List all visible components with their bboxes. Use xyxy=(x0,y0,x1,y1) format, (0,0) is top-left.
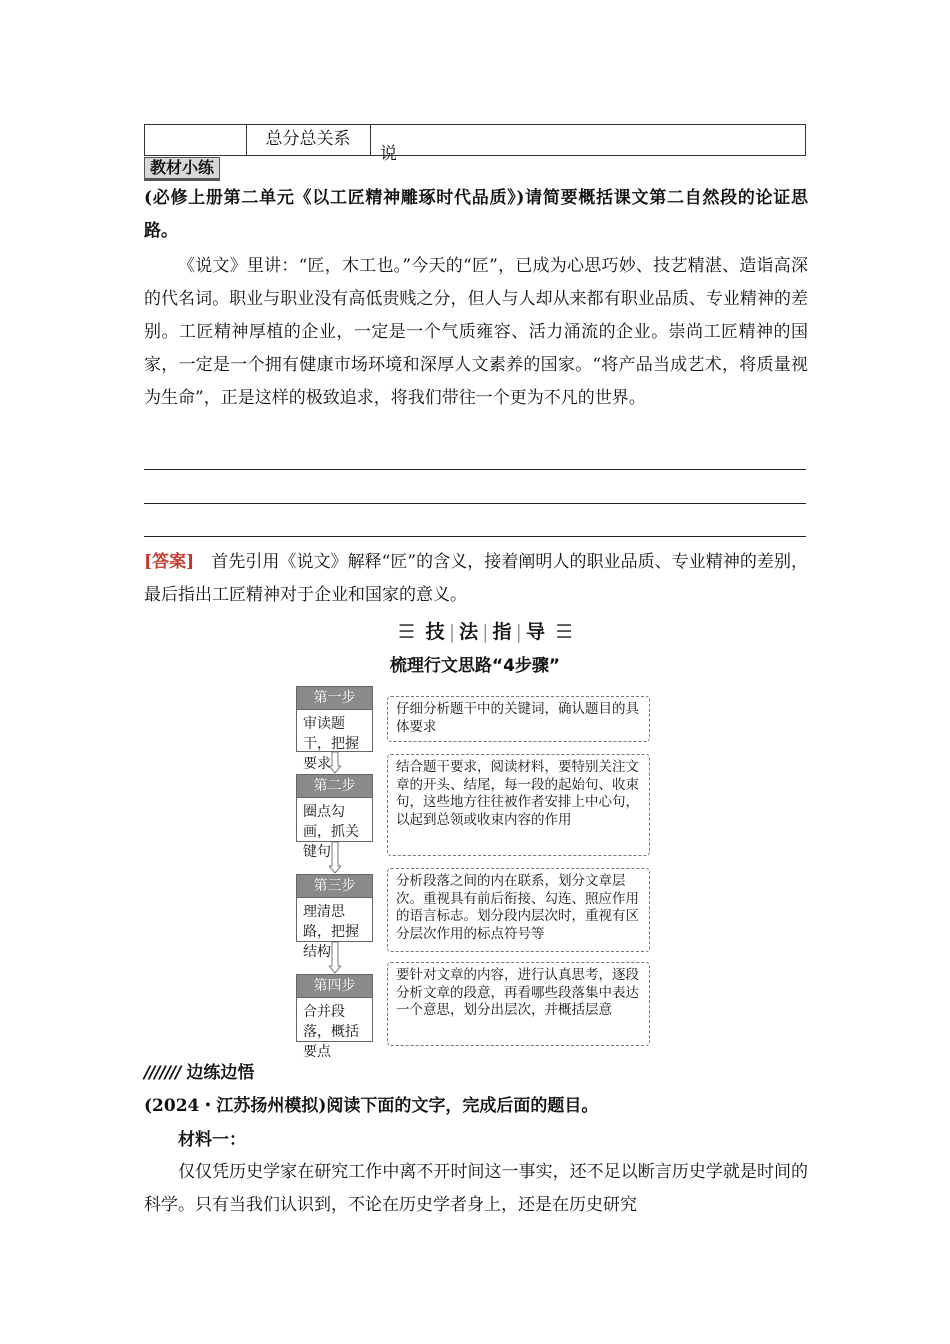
skills-heading: ☰ 技 | 法 | 指 | 导 ☰ xyxy=(398,621,575,643)
skills-char-4: 导 xyxy=(525,621,547,643)
step-note-1: 仔细分析题干中的关键词，确认题目的具体要求 xyxy=(387,696,650,742)
down-arrow-icon xyxy=(329,842,341,874)
step-note-4: 要针对文章的内容，进行认真思考，逐段分析文章的段意，再看哪些段落集中表达一个意思，划分出层次，并概括层意 xyxy=(387,962,650,1046)
decor-icon: ☰ xyxy=(555,621,575,643)
step-box-4 xyxy=(296,974,373,1060)
step-note-2: 结合题干要求，阅读材料，要特别关注文章的开头、结尾，每一段的起始句、收束句，这些地方往往被作者安排上中心句，以起到总领或收束内容的作用 xyxy=(387,754,650,856)
answer-line-3 xyxy=(144,536,806,537)
step-header: 第三步 xyxy=(297,875,372,898)
step-body: 合并段落，概括要点 xyxy=(303,1004,359,1060)
answer-line-2 xyxy=(144,503,806,504)
step-note-3: 分析段落之间的内在联系，划分文章层次。重视具有前后衔接、勾连、照应作用的语言标志。划分段内层次时，重视有区分层次作用的标点符号等 xyxy=(387,868,650,952)
step-body: 理清思路，把握结构 xyxy=(303,904,359,960)
table-cell-relation: 总分总关系 xyxy=(246,125,371,155)
table-cell-empty xyxy=(145,125,247,155)
summary-table xyxy=(144,124,806,164)
answer-block xyxy=(144,546,808,612)
step-box-3 xyxy=(296,874,373,960)
decor-icon: ☰ xyxy=(398,621,418,643)
answer-label: [答案] xyxy=(144,552,195,572)
down-arrow-icon xyxy=(329,942,341,974)
answer-line-1 xyxy=(144,469,806,470)
step-box-1 xyxy=(296,686,373,772)
skills-char-2: 法 xyxy=(459,621,481,643)
table-cell-note: 说 xyxy=(380,144,397,164)
step-header: 第四步 xyxy=(297,975,372,998)
material-label: 材料一： xyxy=(178,1130,246,1150)
question-text: (必修上册第二单元《以工匠精神雕琢时代品质》)请简要概括课文第二自然段的论证思路。 xyxy=(144,188,808,241)
section-tag: 教材小练 xyxy=(144,157,220,181)
material-text: 仅仅凭历史学家在研究工作中离不开时间这一事实，还不足以断言历史学就是时间的科学。只有当我们认识到，不论在历史学者身上，还是在历史研究 xyxy=(144,1162,808,1215)
source-line: (2024・江苏扬州模拟)阅读下面的文字，完成后面的题目。 xyxy=(144,1096,599,1116)
practice-label: 边练边悟 xyxy=(186,1063,255,1083)
passage-text: 《说文》里讲：“匠，木工也。”今天的“匠”，已成为心思巧妙、技艺精湛、造诣高深的代名词。职业与职业没有高低贵贱之分，但人与人却从来都有职业品质、专业精神的差别。工匠精神厚植的企业，一定是一个气质雍容、活力涌流的企业。崇尚工匠精神的国家，一定是一个拥有健康市场环境和深厚人文素养的国家。“将产品当成艺术，将质量视为生命”，正是这样的极致追求，将我们带往一个更为不凡的世界。 xyxy=(144,256,808,408)
step-body: 审读题干，把握要求 xyxy=(303,716,359,772)
skills-char-1: 技 xyxy=(425,621,447,643)
step-header: 第一步 xyxy=(297,687,372,710)
flow-title: 梳理行文思路“4步骤” xyxy=(389,656,561,676)
step-box-2 xyxy=(296,774,373,860)
answer-text: 首先引用《说文》解释“匠”的含义，接着阐明人的职业品质、专业精神的差别，最后指出工匠精神对于企业和国家的意义。 xyxy=(144,552,808,605)
down-arrow-icon xyxy=(329,752,341,774)
skills-char-3: 指 xyxy=(492,621,514,643)
step-body: 圈点勾画，抓关键句 xyxy=(303,804,359,860)
practice-heading xyxy=(144,1058,254,1083)
slashes-decor: /////// xyxy=(144,1063,181,1083)
step-header: 第二步 xyxy=(297,775,372,798)
